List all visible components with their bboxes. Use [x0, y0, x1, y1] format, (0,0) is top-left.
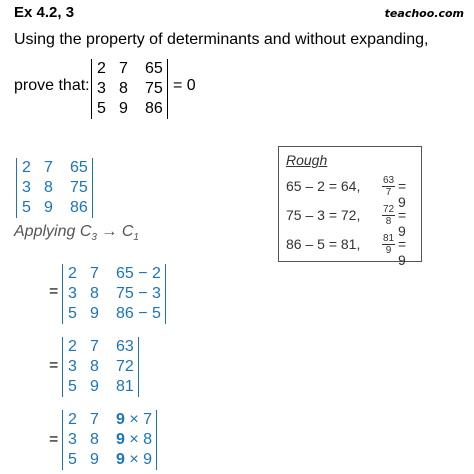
step3-determinant: [62, 410, 157, 470]
matrix-row: [97, 99, 163, 119]
matrix-cell: [116, 430, 152, 450]
matrix-row: [68, 377, 134, 397]
matrix-cell: 7: [90, 265, 99, 282]
matrix-cell: 2: [68, 265, 77, 282]
matrix-cell: 8: [90, 358, 99, 375]
matrix-row: [68, 410, 152, 430]
matrix-cell: 8: [44, 179, 53, 196]
matrix-cell: 2: [97, 60, 106, 77]
rough-result: = 9: [398, 207, 407, 239]
matrix-row: [22, 198, 88, 218]
brand-logo: teachoo.com: [384, 7, 464, 20]
matrix-cell: 86: [70, 199, 88, 216]
matrix-cell: 2: [68, 411, 77, 428]
matrix-cell: 75 − 3: [116, 285, 161, 302]
applying-operation: [14, 223, 139, 243]
rough-work-box: [278, 146, 422, 268]
multiplier: × 9: [129, 451, 153, 468]
matrix-cell: 65: [145, 60, 163, 77]
denominator: 8: [385, 216, 392, 227]
rough-result: = 9: [398, 178, 407, 210]
step1-determinant: [62, 264, 166, 324]
matrix-cell: 9: [90, 305, 99, 322]
matrix-cell: 3: [68, 431, 77, 448]
solution-determinant: [16, 158, 93, 218]
matrix-cell: 3: [68, 358, 77, 375]
step2-determinant: [62, 337, 139, 397]
matrix-cell: 72: [116, 358, 134, 375]
matrix-cell: 5: [68, 378, 77, 395]
factor-nine: 9: [116, 411, 125, 428]
multiplier: × 8: [129, 431, 153, 448]
matrix-cell: 7: [90, 338, 99, 355]
applying-arrow: → C: [96, 223, 134, 240]
matrix-cell: 7: [90, 411, 99, 428]
matrix-cell: 86 − 5: [116, 305, 161, 322]
matrix-row: [68, 304, 161, 324]
numerator: 81: [383, 233, 395, 244]
matrix-row: [97, 79, 163, 99]
matrix-cell: 3: [22, 179, 31, 196]
numerator: 63: [383, 175, 395, 186]
rough-calculation: 75 – 3 = 72,: [286, 207, 361, 223]
factor-nine: 9: [116, 451, 125, 468]
denominator: 9: [385, 245, 392, 256]
matrix-row: [68, 450, 152, 470]
equals-sign: =: [49, 431, 59, 448]
multiplier: × 7: [129, 411, 153, 428]
question-statement: Using the property of determinants and without expanding,: [14, 31, 429, 48]
matrix-cell: 75: [70, 179, 88, 196]
matrix-cell: 7: [44, 159, 53, 176]
prove-prefix: prove that:: [14, 77, 90, 94]
rough-calculation: 65 – 2 = 64,: [286, 178, 361, 194]
matrix-cell: 86: [145, 100, 163, 117]
matrix-row: [68, 357, 134, 377]
matrix-row: [22, 158, 88, 178]
matrix-cell: 81: [116, 378, 134, 395]
rough-result: = 9: [398, 236, 407, 268]
column-index: 1: [133, 232, 139, 244]
matrix-cell: 5: [68, 305, 77, 322]
equals-sign: =: [49, 357, 59, 374]
rough-calculation: 86 – 5 = 81,: [286, 236, 361, 252]
matrix-row: [68, 264, 161, 284]
matrix-cell: 7: [119, 60, 128, 77]
matrix-row: [97, 59, 163, 79]
factor-nine: 9: [116, 431, 125, 448]
fraction: [382, 175, 395, 198]
matrix-cell: 65: [70, 159, 88, 176]
matrix-row: [68, 337, 134, 357]
matrix-row: [68, 284, 161, 304]
column-index: 3: [91, 232, 97, 244]
numerator: 72: [383, 204, 395, 215]
fraction: [382, 233, 395, 256]
rough-title: Rough: [286, 152, 328, 168]
matrix-cell: 2: [22, 159, 31, 176]
fraction: [382, 204, 395, 227]
applying-label: Applying C: [14, 223, 92, 240]
matrix-cell: 63: [116, 338, 134, 355]
matrix-cell: 5: [97, 100, 106, 117]
question-determinant: [91, 59, 168, 119]
equals-sign: =: [49, 283, 59, 300]
denominator: 7: [385, 187, 392, 198]
matrix-cell: 3: [68, 285, 77, 302]
matrix-cell: 8: [90, 285, 99, 302]
matrix-cell: [116, 450, 152, 470]
matrix-cell: 75: [145, 80, 163, 97]
matrix-cell: 8: [119, 80, 128, 97]
matrix-cell: [116, 410, 152, 430]
matrix-cell: 8: [90, 431, 99, 448]
matrix-cell: 9: [44, 199, 53, 216]
matrix-row: [22, 178, 88, 198]
matrix-cell: 65 − 2: [116, 265, 161, 282]
matrix-cell: 9: [90, 451, 99, 468]
matrix-cell: 2: [68, 338, 77, 355]
exercise-title: Ex 4.2, 3: [14, 4, 75, 21]
matrix-row: [68, 430, 152, 450]
matrix-cell: 5: [22, 199, 31, 216]
matrix-cell: 9: [119, 100, 128, 117]
matrix-cell: 9: [90, 378, 99, 395]
matrix-cell: 3: [97, 80, 106, 97]
matrix-cell: 5: [68, 451, 77, 468]
equals-zero: = 0: [173, 77, 196, 94]
